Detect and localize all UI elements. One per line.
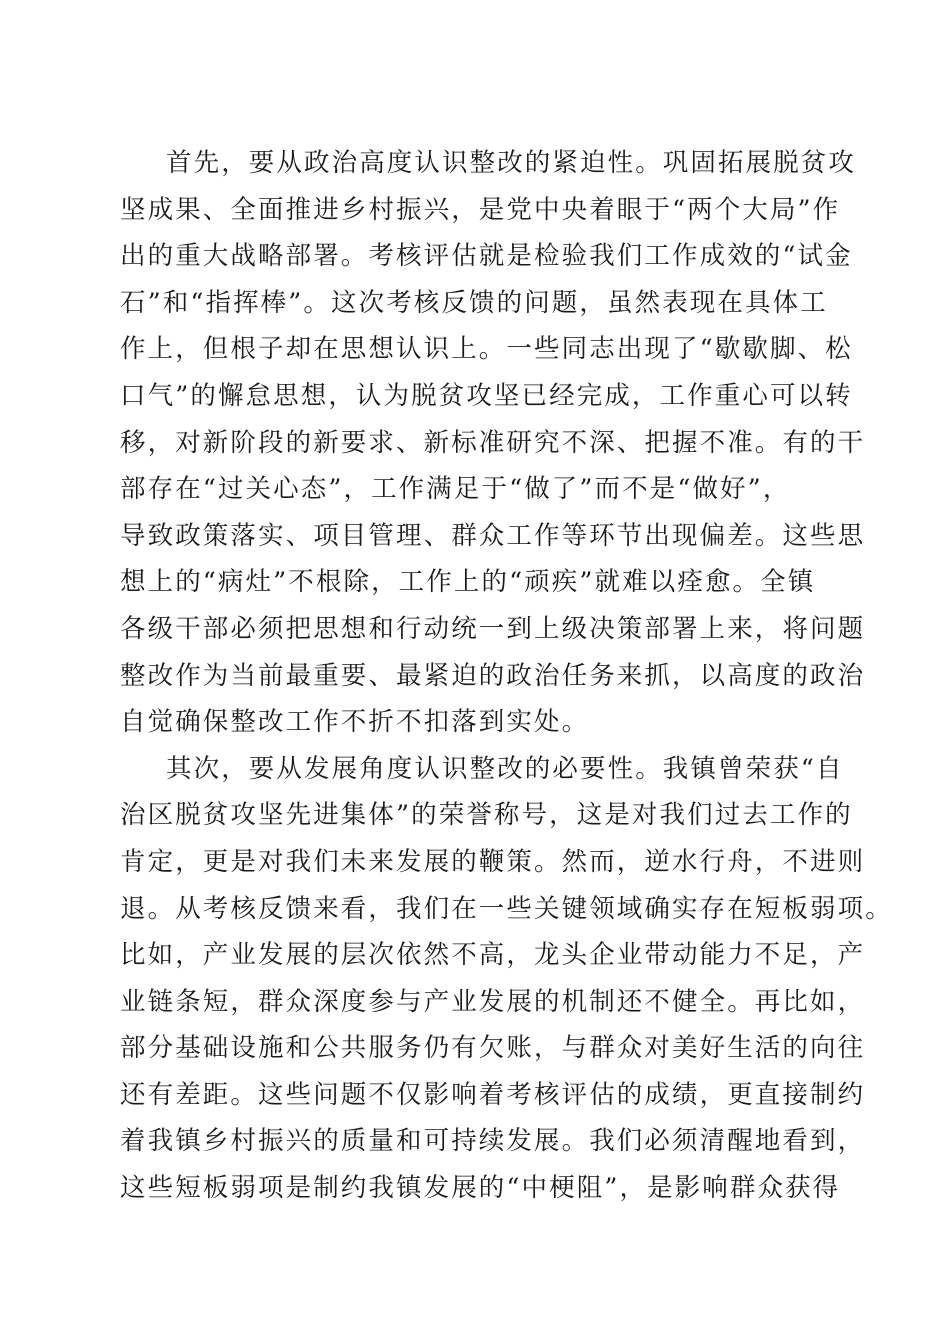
text-line: 治区脱贫攻坚先进集体”的荣誉称号，这是对我们过去工作的 [120, 800, 853, 831]
text-line: 业链条短，群众深度参与产业发展的机制还不健全。再比如， [120, 986, 866, 1017]
document-body [120, 140, 893, 1212]
text-line: 想上的“病灶”不根除，工作上的“顽疾”就难以痊愈。全镇 [120, 567, 816, 598]
text-line: 肯定，更是对我们未来发展的鞭策。然而，逆水行舟，不进则 [120, 846, 866, 877]
text-line: 退。从考核反馈来看，我们在一些关键领域确实存在短板弱项。 [120, 893, 893, 924]
paragraph-2 [120, 746, 893, 1212]
text-line: 石”和“指挥棒”。这次考核反馈的问题，虽然表现在具体工 [120, 287, 828, 318]
text-line: 首先，要从政治高度认识整改的紧迫性。巩固拓展脱贫攻 [166, 148, 857, 178]
text-line: 着我镇乡村振兴的质量和可持续发展。我们必须清醒地看到， [120, 1126, 866, 1157]
text-line: 部分基础设施和公共服务仍有欠账，与群众对美好生活的向往 [120, 1033, 866, 1064]
text-line: 还有差距。这些问题不仅影响着考核评估的成绩，更直接制约 [120, 1079, 866, 1110]
text-line: 移，对新阶段的新要求、新标准研究不深、把握不准。有的干 [120, 427, 866, 458]
text-line: 整改作为当前最重要、最紧迫的政治任务来抓，以高度的政治 [120, 660, 866, 691]
text-line: 部存在“过关心态”，工作满足于“做了”而不是“做好”， [120, 474, 791, 505]
text-line: 作上，但根子却在思想认识上。一些同志出现了“歇歇脚、松 [120, 334, 853, 365]
text-line: 导致政策落实、项目管理、群众工作等环节出现偏差。这些思 [120, 520, 866, 551]
text-line: 出的重大战略部署。考核评估就是检验我们工作成效的“试金 [120, 241, 853, 272]
text-line: 各级干部必须把思想和行动统一到上级决策部署上来，将问题 [120, 613, 866, 644]
text-line: 其次，要从发展角度认识整改的必要性。我镇曾荣获“自 [166, 753, 844, 784]
text-line: 口气”的懈怠思想，认为脱贫攻坚已经完成，工作重心可以转 [120, 380, 853, 411]
text-line: 比如，产业发展的层次依然不高，龙头企业带动能力不足，产 [120, 940, 866, 971]
text-line: 坚成果、全面推进乡村振兴，是党中央着眼于“两个大局”作 [120, 194, 841, 225]
text-line: 自觉确保整改工作不折不扣落到实处。 [120, 707, 590, 738]
text-line: 这些短板弱项是制约我镇发展的“中梗阻”，是影响群众获得 [120, 1173, 841, 1204]
paragraph-1 [120, 140, 866, 746]
